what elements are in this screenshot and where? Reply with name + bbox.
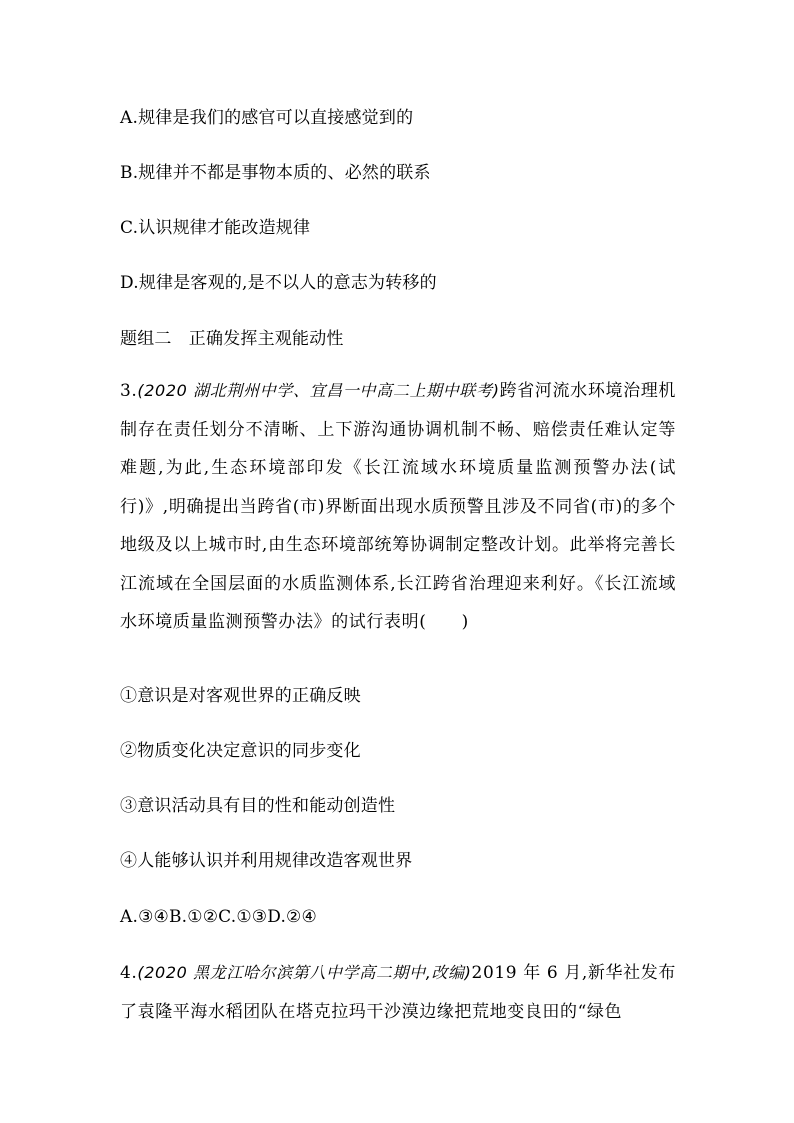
question-3-source: (2020 湖北荆州中学、宜昌一中高二上期中联考): [137, 381, 500, 400]
q2-option-d: D.规律是客观的,是不以人的意志为转移的: [120, 273, 437, 293]
question-4: [120, 954, 676, 1031]
q3-item-4: ④人能够认识并利用规律改造客观世界: [120, 851, 413, 871]
question-3-number: 3.: [120, 381, 138, 401]
q2-option-a: A.规律是我们的感官可以直接感觉到的: [120, 108, 414, 128]
q3-item-3: ③意识活动具有目的性和能动创造性: [120, 796, 396, 816]
question-3-stem: 跨省河流水环境治理机制存在责任划分不清晰、上下游沟通协调机制不畅、赔偿责任难认定等难题,为此,生态环境部印发《长江流域水环境质量监测预警办法(试行)》,明确提出当跨省(市)界断面出现水质预警且涉及不同省(市)的多个地级及以上城市时,由生态环境部统筹协调制定整改计划。此举将完善长江流域在全国层面的水质监测体系,长江跨省治理迎来利好。《长江流域水环境质量监测预警办法》的试行表明( ): [120, 381, 677, 632]
q3-item-1: ①意识是对客观世界的正确反映: [120, 686, 361, 706]
q2-option-b: B.规律并不都是事物本质的、必然的联系: [120, 163, 431, 183]
q3-item-2: ②物质变化决定意识的同步变化: [120, 741, 361, 761]
question-4-number: 4.: [120, 963, 138, 983]
question-4-source: (2020 黑龙江哈尔滨第八中学高二期中,改编): [137, 963, 472, 982]
question-4-stem: 2019 年 6 月,新华社发布了袁隆平海水稻团队在塔克拉玛干沙漠边缘把荒地变良田的“绿色: [120, 963, 677, 1022]
question-3: [120, 372, 676, 642]
section-title: 题组二 正确发挥主观能动性: [120, 329, 344, 349]
q2-option-c: C.认识规律才能改造规律: [120, 218, 311, 238]
q3-choices: A.③④B.①②C.①③D.②④: [120, 907, 317, 927]
